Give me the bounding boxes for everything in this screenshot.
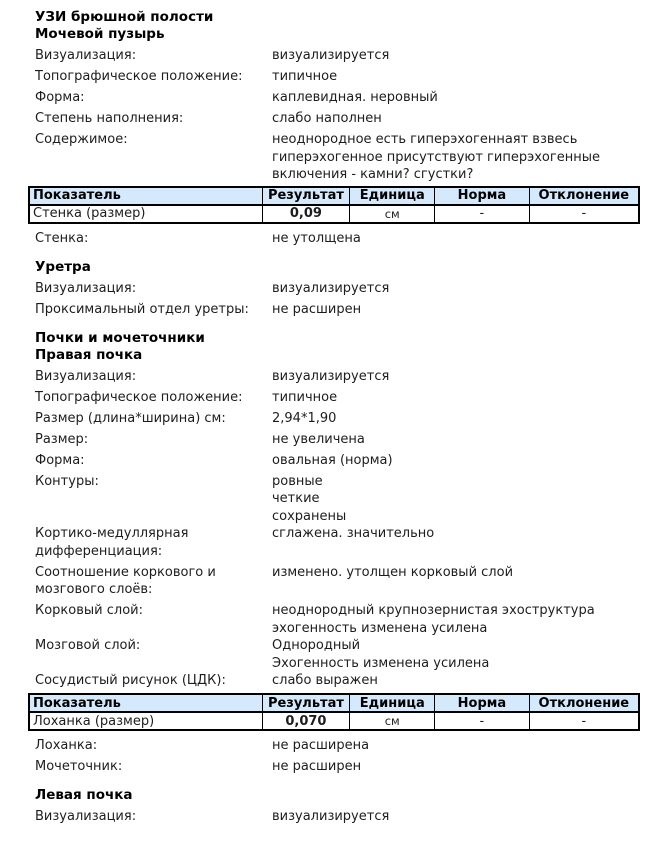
field-values	[272, 131, 640, 184]
field-row	[28, 564, 640, 599]
table-cell: см	[350, 205, 435, 223]
field-values	[272, 280, 640, 298]
section-heading: Мочевой пузырь	[35, 26, 165, 42]
field-value: включения - камни? сгустки?	[272, 167, 474, 182]
field-values	[272, 431, 640, 449]
field-values	[272, 637, 640, 672]
report-body	[28, 9, 640, 826]
field-value: неоднородный крупнозернистая эхоструктура	[272, 603, 595, 618]
table-head	[29, 187, 639, 205]
field-values	[272, 808, 640, 826]
table-head	[29, 694, 639, 712]
field-row	[28, 473, 640, 526]
field-row	[28, 47, 640, 65]
field-row	[28, 452, 640, 470]
field-values	[272, 758, 640, 776]
field-value: изменено. утолщен корковый слой	[272, 564, 514, 580]
table-body	[29, 712, 639, 730]
table-header-row	[29, 694, 639, 712]
table-header-cell: Показатель	[29, 187, 262, 205]
field-label: Лоханка:	[35, 738, 98, 753]
field-value: неоднородное есть гиперэхогеннаят взвесь	[272, 132, 578, 147]
field-row	[28, 737, 640, 755]
field-values	[272, 410, 640, 428]
field-value: эхогенность изменена усилена	[272, 620, 488, 636]
field-values	[272, 525, 640, 543]
section-heading: УЗИ брюшной полости	[35, 9, 214, 25]
field-label: Корковый слой:	[35, 603, 143, 618]
field-values	[272, 737, 640, 755]
field-value: сохранены	[272, 508, 347, 524]
field-label: Форма:	[35, 452, 85, 468]
table-header-cell: Показатель	[29, 694, 262, 712]
field-row	[28, 758, 640, 776]
field-label: Контуры:	[35, 473, 99, 489]
table-cell: -	[529, 712, 639, 730]
field-values	[272, 602, 640, 637]
field-value: Однородный	[272, 638, 361, 653]
field-values	[272, 564, 640, 582]
field-values	[272, 89, 640, 107]
table-cell: 0,070	[262, 712, 350, 730]
table-cell: -	[435, 712, 530, 730]
table-cell: -	[435, 205, 530, 223]
field-value: каплевидная. неровный	[272, 90, 438, 105]
field-value: типичное	[272, 389, 338, 405]
field-value: визуализируется	[272, 280, 390, 296]
field-values	[272, 368, 640, 386]
field-label: Стенка:	[35, 230, 89, 246]
field-row	[28, 68, 640, 86]
field-row	[28, 110, 640, 128]
field-row	[28, 131, 640, 184]
field-value: слабо выражен	[272, 673, 378, 688]
field-value: не расширен	[272, 759, 362, 774]
section-heading: Левая почка	[35, 787, 133, 803]
section-heading: Почки и мочеточники	[35, 329, 205, 346]
field-label: Визуализация:	[35, 48, 137, 63]
field-value: не расширен	[272, 301, 362, 317]
field-row	[28, 230, 640, 248]
field-values	[272, 110, 640, 128]
bladder-wall-table	[28, 186, 640, 224]
field-row	[28, 672, 640, 690]
field-value: четкие	[272, 491, 320, 506]
field-value: визуализируется	[272, 48, 390, 63]
field-row	[28, 389, 640, 407]
field-values	[272, 301, 640, 319]
section-heading: Уретра	[35, 258, 91, 275]
field-row	[28, 410, 640, 428]
field-label: Размер:	[35, 431, 89, 447]
table-header-row	[29, 187, 639, 205]
field-label: Сосудистый рисунок (ЦДК):	[35, 673, 226, 688]
field-values	[272, 389, 640, 407]
section-spacer	[28, 251, 640, 259]
right-kidney-pelvis-table	[28, 693, 640, 731]
table-cell: см	[350, 712, 435, 730]
field-row	[28, 637, 640, 672]
table-cell: Стенка (размер)	[29, 205, 262, 223]
field-value: сглажена. значительно	[272, 526, 435, 541]
field-value: визуализируется	[272, 368, 390, 384]
field-value: Эхогенность изменена усилена	[272, 655, 490, 671]
section-spacer	[28, 779, 640, 787]
field-values	[272, 473, 640, 526]
field-row	[28, 89, 640, 107]
field-value: не утолщена	[272, 230, 361, 246]
field-label: Визуализация:	[35, 809, 137, 824]
table-body	[29, 205, 639, 223]
field-label: Содержимое:	[35, 132, 128, 147]
field-value: не увеличена	[272, 431, 365, 447]
field-row	[28, 525, 640, 560]
field-row	[28, 368, 640, 386]
table-cell: Лоханка (размер)	[29, 712, 262, 730]
field-value: типичное	[272, 69, 338, 84]
field-value: ровные	[272, 473, 323, 489]
field-label: Мочеточник:	[35, 759, 123, 774]
field-value: слабо наполнен	[272, 111, 382, 126]
table-header-cell: Единица	[350, 187, 435, 205]
field-label: Кортико-медуллярная дифференциация:	[35, 526, 189, 559]
table-row	[29, 205, 639, 223]
table-header-cell: Единица	[350, 694, 435, 712]
field-row	[28, 301, 640, 319]
field-label: Степень наполнения:	[35, 111, 184, 126]
field-label: Соотношение коркового и мозгового слоёв:	[35, 564, 216, 597]
table-row	[29, 712, 639, 730]
field-value: овальная (норма)	[272, 452, 393, 468]
field-values	[272, 68, 640, 86]
field-value: 2,94*1,90	[272, 410, 337, 426]
field-values	[272, 672, 640, 690]
table-header-cell: Норма	[435, 694, 530, 712]
field-label: Визуализация:	[35, 280, 137, 296]
table-cell: 0,09	[262, 205, 350, 223]
field-label: Визуализация:	[35, 368, 137, 384]
field-label: Топографическое положение:	[35, 389, 243, 405]
section-heading: Правая почка	[35, 346, 143, 363]
table-cell: -	[529, 205, 639, 223]
field-values	[272, 230, 640, 248]
field-value: визуализируется	[272, 809, 390, 824]
field-label: Форма:	[35, 90, 85, 105]
field-row	[28, 431, 640, 449]
field-row	[28, 808, 640, 826]
field-values	[272, 47, 640, 65]
field-label: Топографическое положение:	[35, 69, 243, 84]
field-value: не расширена	[272, 738, 370, 753]
section-spacer	[28, 322, 640, 330]
field-label: Мозговой слой:	[35, 638, 141, 653]
field-label: Проксимальный отдел уретры:	[35, 301, 249, 317]
field-row	[28, 280, 640, 298]
field-value: гиперэхогенное присутствуют гиперэхогенные	[272, 149, 600, 165]
field-label: Размер (длина*ширина) см:	[35, 410, 226, 426]
table-header-cell: Норма	[435, 187, 530, 205]
field-row	[28, 602, 640, 637]
table-header-cell: Отклонение	[529, 694, 639, 712]
table-header-cell: Отклонение	[529, 187, 639, 205]
table-header-cell: Результат	[262, 187, 350, 205]
table-header-cell: Результат	[262, 694, 350, 712]
field-values	[272, 452, 640, 470]
